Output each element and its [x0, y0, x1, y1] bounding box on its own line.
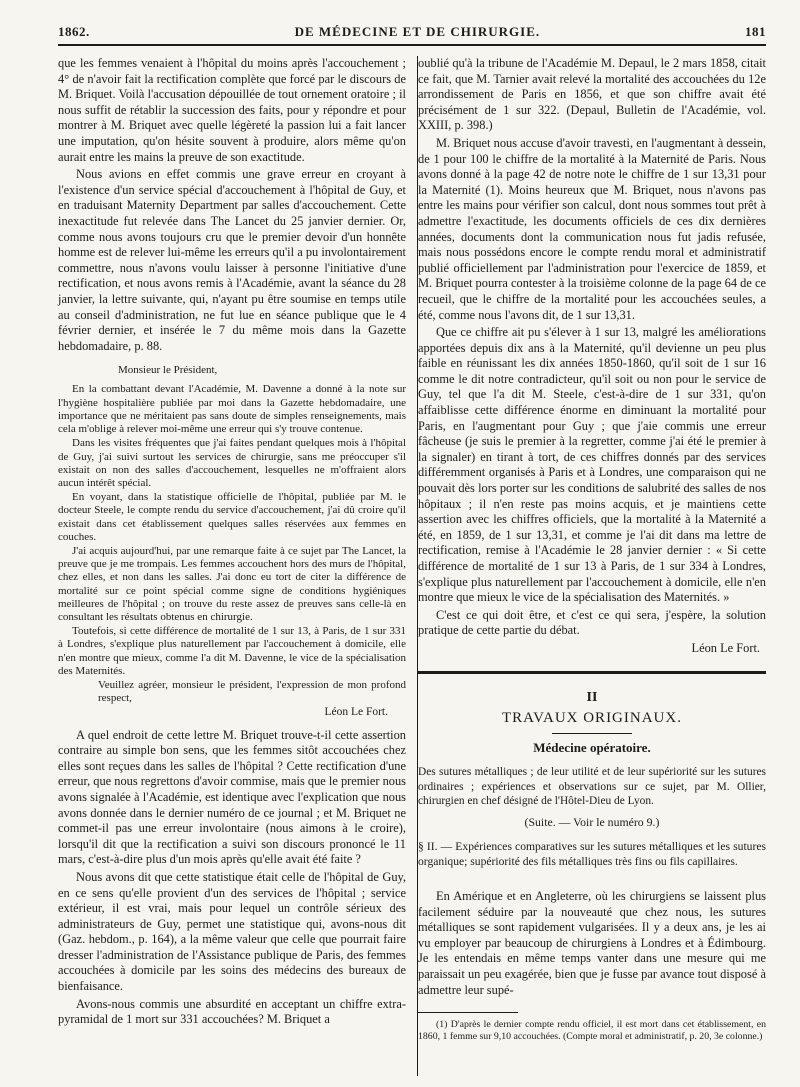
paragraph: Nous avions en effet commis une grave erreur en croyant à l'existence d'un service spécial d'accouchement à l'hôpital de Guy, et en traduisant Maternity Department par salles d'accouchement. Cette inexactitude fut relevée dans The Lancet du 25 janvier dernier. Or, comme nous avons toujours cru que le premier devoir d'un honnête homme est de relever lui-même les erreurs qu'il a pu involontairement commettre, nous n'avons voulu laisser à personne l'initiative d'une rectification, et nous avons remis à l'Académie, avant la séance du 28 janvier, la lettre suivante, qui, n'ayant pu être soumise en temps utile au conseil d'administration, ne fut lue en séance publique que le 4 février dernier, et insérée le 7 du même mois dans la Gazette hebdomadaire, p. 88. [58, 167, 406, 353]
paragraph: M. Briquet nous accuse d'avoir travesti, en l'augmentant à dessein, de 1 pour 100 le chiffre de la mortalité à la Maternité de Paris. Nous avons donné à la page 42 de notre note le chiffre de 1 sur 13,31 pour la Maternité (1). Moins heureux que M. Briquet, nous n'avons pas entre les mains pour vérifier son calcul, dont nous sommes tout prêt à admettre l'exactitude, les documents officiels de ces dix dernières années, documents dont la communication nous fut jadis refusée, mais nous possédons encore le compte rendu moral et administratif publié officiellement par l'administration pour l'exercice de 1859, et M. Briquet pourra contester à la troisième colonne de la page 64 de ce recueil, que le chiffre de la mortalité pour les accouchées seules, a été, comme nous l'avons dit, de 1 sur 13,31. [418, 135, 766, 322]
header-year: 1862. [58, 24, 90, 39]
section-subtitle: Médecine opératoire. [533, 739, 651, 755]
letter-paragraph: Dans les visites fréquentes que j'ai faites pendant quelques mois à l'hôpital de Guy, j'ai suivi surtout les services de chirurgie, sans me préoccuper s'il existait on non des salles d'accouchement, lesquelles ne m'offraient alors aucun intérêt spécial. [58, 437, 406, 489]
quoted-letter [58, 364, 406, 719]
letter-paragraph: Toutefois, si cette différence de mortalité de 1 sur 13, à Paris, de 1 sur 331 à Londres, s'explique plus naturellement par l'accouchement à domicile, elle n'en montre que mieux, comme l'a dit M. Davenne, le vice de la spécialisation des Maternités. [58, 625, 406, 677]
paragraph: A quel endroit de cette lettre M. Briquet trouve-t-il cette assertion contraire au simple bon sens, que les femmes sitôt accouchées chez elles sont reçues dans les salles de l'hôpital ? Cette rectification d'une erreur, que nous regrettons d'avoir commise, mais que le premier nous avons signalée à l'Académie, est identique avec l'explication que nous avons donnée dans le dernier numéro de ce journal ; et M. Briquet ne commet-il pas une erreur involontaire (nous aimons à le croire), lorsqu'il dit que la rectification a suivi son discours prononcé le 11 mars, c'est-à-dire plus d'un mois après qu'elle avait été faite ? [58, 727, 406, 867]
title-rule [552, 733, 632, 734]
author-signature: Léon Le Fort. [691, 640, 760, 655]
paragraph: oublié qu'à la tribune de l'Académie M. Depaul, le 2 mars 1858, citait ce fait, que M. Tarnier avait relevé la mortalité des accouchées du 12e arrondissement de Paris en 1856, et que son chiffre avait été précisément de 1 sur 322. (Depaul, Bulletin de l'Académie, vol. XXIII, p. 398.) [418, 56, 766, 133]
section-rule [418, 671, 766, 674]
section-title: TRAVAUX ORIGINAUX. [502, 710, 682, 727]
letter-salutation: Monsieur le Président, [118, 364, 218, 377]
article-heading: Des sutures métalliques ; de leur utilité et de leur supériorité sur les sutures ordinaires ; expériences et observations sur ce sujet, par M. Ollier, chirurgien en chef désigné de l'Hôtel-Dieu de Lyon. [418, 766, 766, 808]
header-page-number: 181 [744, 24, 766, 39]
letter-paragraph: En la combattant devant l'Académie, M. Davenne a donné à la note sur l'hygiène hospitalière publiée par moi dans la Gazette hebdomadaire, une importance que ne méritaient pas sans doute de simples renseignements, mais cela m'oblige à relever moi-même une erreur qui s'y trouve contenue. [58, 383, 406, 436]
paragraph: Que ce chiffre ait pu s'élever à 1 sur 13, malgré les améliorations apportées depuis dix ans à la Maternité, qu'il devienne un peu plus faible en réunissant les dix années 1850-1860, qu'il soit de 1 sur 16 comme le dit notre contradicteur, qu'il soit ou non pour le service de Guy, tel que l'a dit M. Steele, c'est-à-dire de 1 sur 331, qu'on affaiblisse cette différence énorme en diminuant la mortalité pour Paris, en l'augmentant pour Guy ; que j'aie commis une erreur fâcheuse (je suis le premier à la regretter, comme j'ai été le premier à la signaler) en tirant à tort, de ces chiffres donnés par des services différemment organisés à Paris et à Londres, une comparaison qui ne pouvait dès lors porter sur les conditions de salubrité des salles de nos hôpitaux ; il n'en reste pas moins acquis, et je maintiens cette assertion avec les chiffres officiels, que la mortalité à la Maternité a été, en 1859, de 1 sur 13,31, et comme je l'ai dit dans ma lettre de rectification, remise à l'Académie le 28 janvier dernier : « Si cette différence de mortalité de 1 sur 13 à Paris, de 1 sur 334 à Londres, s'explique plus naturellement par l'accouchement à domicile, elle n'en montre que mieux le vice de la spécialisation des Maternités. » [418, 325, 766, 605]
paragraph: En Amérique et en Angleterre, où les chirurgiens se laissent plus facilement séduire par la nouveauté que chez nous, les sutures métalliques se sont rapidement vulgarisées. Il y a deux ans, je les ai vu employer par beaucoup de chirurgiens à Londres et à Édimbourg. Je les entendais en même temps vanter dans une mesure qui me paraissait un peu exagérée, bien que je fusse par avance tout disposé à admettre leur supé- [418, 888, 766, 997]
letter-paragraph: En voyant, dans la statistique officielle de l'hôpital, publiée par M. le docteur Steele, le compte rendu du service d'accouchement, j'ai dû croire qu'il existait dans cet établissement quelques salles réservées aux femmes en couches. [58, 491, 406, 543]
footnote-rule [418, 1012, 518, 1013]
paragraph-heading: § II. — Expériences comparatives sur les sutures métalliques et les sutures organique; supériorité des fils métalliques très fins ou fils capillaires. [418, 840, 766, 868]
letter-signature: Léon Le Fort. [324, 706, 388, 719]
paragraph: que les femmes venaient à l'hôpital du moins après l'accouchement ; 4° de n'avoir fait la rectification complète que forcé par le discours de M. Briquet. Voilà l'accusation dépouillée de tout ornement oratoire ; il nous suffit de rétablir la succession des faits, pour y répondre et pour montrer à M. Briquet avec quelle légèreté la passion lui a fait lancer une imputation, qu'on hésite souvent à produire, alors même qu'on aurait entre les mains la preuve de son exactitude. [58, 56, 406, 164]
left-column [58, 56, 406, 1046]
letter-paragraph: J'ai acquis aujourd'hui, par une remarque faite à ce sujet par The Lancet, la preuve que je me trompais. Les femmes accouchent hors des murs de l'hôpital, chez elles, et non dans les salles. J'ai donc eu tort de citer la différence de mortalité sur ce point spécial comme signe de conditions hygiéniques meilleures de l'hôpital ; on trouve du reste assez de preuves sans celle-là en consultant les résultats obtenus en chirurgie. [58, 544, 406, 623]
two-column-body [58, 56, 766, 1046]
running-header [58, 24, 766, 46]
header-title: DE MÉDECINE ET DE CHIRURGIE. [294, 24, 541, 39]
footnote: (1) D'après le dernier compte rendu officiel, il est mort dans cet établissement, en 1860, 1 femme sur 9,10 accouchées. (Compte moral et administratif, p. 20, 3e colonne.) [418, 1019, 766, 1043]
right-column [418, 56, 766, 1046]
continuation-note: (Suite. — Voir le numéro 9.) [524, 814, 660, 829]
paragraph: Avons-nous commis une absurdité en acceptant un chiffre extra-pyramidal de 1 mort sur 331 accouchées? M. Briquet a [58, 996, 406, 1027]
paragraph: C'est ce qui doit être, et c'est ce qui sera, j'espère, la solution pratique de cette partie du débat. [418, 607, 766, 638]
column-divider [406, 56, 418, 1076]
section-number: II [586, 689, 598, 705]
paragraph: Nous avons dit que cette statistique était celle de l'hôpital de Guy, en ce sens qu'elle provient d'un des services de l'hôpital ; service extérieur, il est vrai, mais pour lequel un contrôle sérieux des administrateurs de Guy, permet une statistique qui, avons-nous dit (Gaz. hebdom., p. 164), a la même valeur que celle que pourrait faire dresser l'administration de l'Assistance publique de Paris, des femmes accouchées à domicile par les soins des médecins des bureaux de bienfaisance. [58, 869, 406, 994]
letter-closing: Veuillez agréer, monsieur le président, l'expression de mon profond respect, [98, 678, 406, 705]
